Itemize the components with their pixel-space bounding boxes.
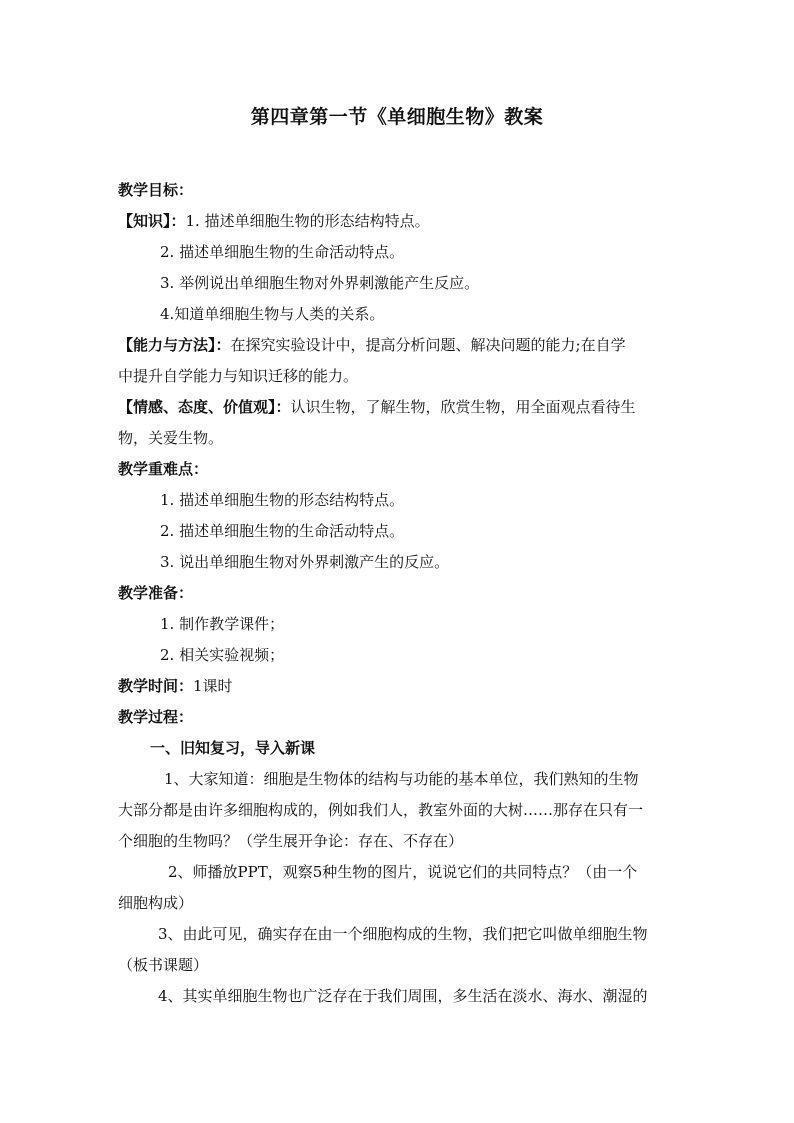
ability-text-1: 在探究实验设计中，提高分析问题、解决问题的能力;在自学 [230, 336, 626, 354]
key-point-3: 3. 说出单细胞生物对外界刺激产生的反应。 [160, 553, 450, 571]
page-title: 第四章第一节《单细胞生物》教案 [250, 106, 544, 128]
knowledge-item-4: 4.知道单细胞生物与人类的关系。 [160, 305, 385, 323]
paragraph-4-line-1: 4、其实单细胞生物也广泛存在于我们周围，多生活在淡水、海水、潮湿的 [158, 987, 648, 1005]
key-point-1: 1. 描述单细胞生物的形态结构特点。 [160, 491, 405, 509]
preparation-item-1: 1. 制作教学课件； [160, 615, 285, 633]
ability-label: 【能力与方法】： [118, 336, 231, 354]
emotion-label: 【情感、态度、价值观】： [118, 398, 291, 416]
knowledge-label: 【知识】： [118, 212, 186, 230]
paragraph-3-line-2: （板书课题） [118, 956, 209, 974]
objectives-heading: 教学目标： [118, 181, 194, 199]
emotion-text-1: 认识生物，了解生物，欣赏生物，用全面观点看待生 [290, 398, 636, 416]
paragraph-2-line-2: 细胞构成） [118, 894, 194, 912]
key-point-2: 2. 描述单细胞生物的生命活动特点。 [160, 522, 405, 540]
time-row [118, 675, 678, 697]
time-label: 教学时间： [118, 677, 194, 695]
knowledge-item-1: 1. 描述单细胞生物的形态结构特点。 [185, 212, 430, 230]
paragraph-1-line-3: 个细胞的生物吗？（学生展开争论：存在、不存在） [118, 832, 464, 850]
process-heading: 教学过程： [118, 708, 194, 726]
paragraph-3-line-1: 3、由此可见，确实存在由一个细胞构成的生物，我们把它叫做单细胞生物 [158, 925, 648, 943]
ability-text-2: 中提升自学能力与知识迁移的能力。 [118, 367, 359, 385]
emotion-text-2: 物，关爱生物。 [118, 429, 224, 447]
paragraph-1-line-2: 大部分都是由许多细胞构成的，例如我们人，教室外面的大树……那存在只有一 [118, 801, 644, 819]
paragraph-2-line-1: 2、师播放PPT，观察5种生物的图片，说说它们的共同特点？（由一个 [168, 863, 638, 881]
paragraph-1-line-1: 1、大家知道：细胞是生物体的结构与功能的基本单位，我们熟知的生物 [164, 770, 639, 788]
knowledge-item-3: 3. 举例说出单细胞生物对外界刺激能产生反应。 [160, 274, 480, 292]
emotion-row [118, 396, 678, 418]
ability-row [118, 334, 678, 356]
preparation-heading: 教学准备： [118, 584, 194, 602]
preparation-item-2: 2. 相关实验视频； [160, 646, 285, 664]
key-points-heading: 教学重难点： [118, 460, 209, 478]
knowledge-row [118, 210, 678, 232]
section1-title: 一、旧知复习，导入新课 [150, 739, 316, 757]
knowledge-item-2: 2. 描述单细胞生物的生命活动特点。 [160, 243, 405, 261]
time-value: 1课时 [193, 677, 233, 695]
